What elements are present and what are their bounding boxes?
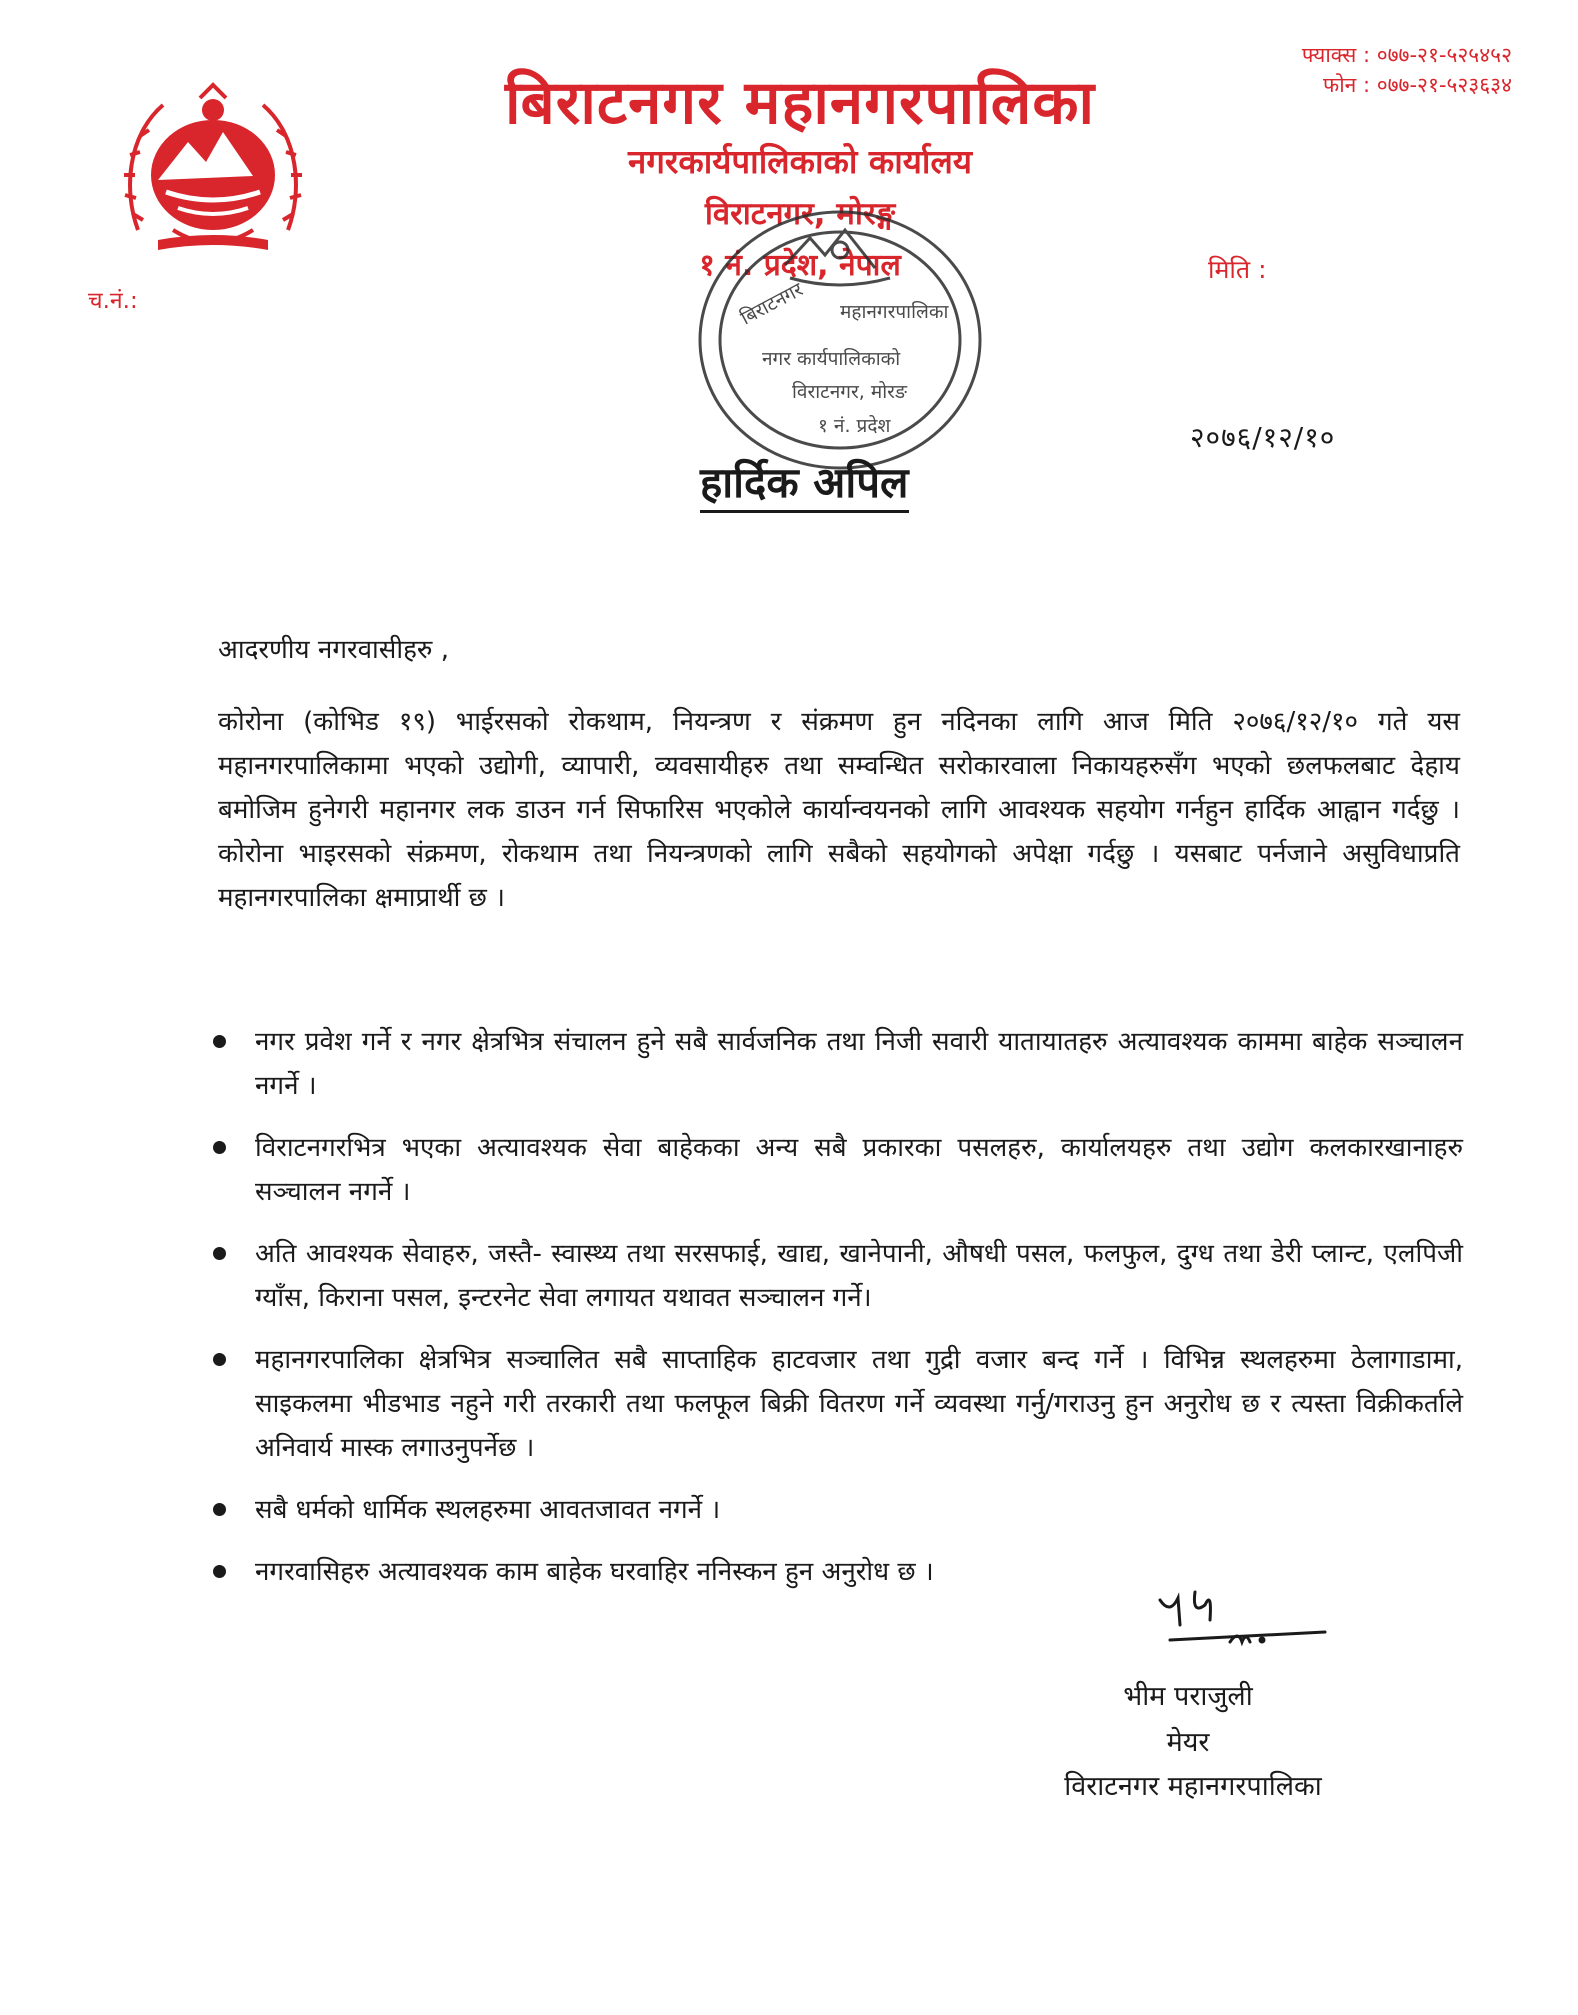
svg-text:महानगरपालिका: महानगरपालिका — [840, 301, 949, 323]
bullet-icon — [213, 1141, 226, 1154]
directive-text: महानगरपालिका क्षेत्रभित्र सञ्चालित सबै साप्ताहिक हाटवजार तथा गुद्री वजार बन्द गर्ने । विभिन्न स्थलहरुमा ठेलागाडामा, साइकलमा भीडभाड नहुने गरी तरकारी तथा फलफूल बिक्री वितरण गर्ने व्यवस्था गर्नु/गराउनु हुन अनुरोध छ र त्यस्ता विक्रीकर्ताले अनिवार्य मास्क लगाउनुपर्नेछ । — [255, 1345, 1463, 1463]
letter-title: हार्दिक अपिल — [700, 458, 909, 513]
fax-number: फ्याक्स : ०७७-२१-५२५४५२ — [1301, 43, 1512, 67]
signatory-organization: विराटनगर महानगरपालिका — [1064, 1771, 1322, 1802]
body-paragraph: कोरोना (कोभिड १९) भाईरसको रोकथाम, नियन्त्रण र संक्रमण हुन नदिनका लागि आज मिति २०७६/१२/१० गते यस महानगरपालिकामा भएको उद्योगी, व्यापारी, व्यवसायीहरु तथा सम्वन्धित सरोकारवाला निकायहरुसँग भएको छलफलबाट देहाय बमोजिम हुनेगरी महानगर लक डाउन गर्न सिफारिस भएकोले कार्यान्वयनको लागि आवश्यक सहयोग गर्नहुन हार्दिक आह्वान गर्दछु । कोरोना भाइरसको संक्रमण, रोकथाम तथा नियन्त्रणको लागि सबैको सहयोगको अपेक्षा गर्दछु । यसबाट पर्नजाने असुविधाप्रति महानगरपालिका क्षमाप्रार्थी छ । — [218, 707, 1460, 913]
directive-list — [205, 1020, 1463, 1612]
office-location: विराटनगर, मोरङ्ग — [704, 196, 896, 232]
directive-item — [205, 1338, 1463, 1470]
office-province: १ नं. प्रदेश, नेपाल — [699, 248, 901, 283]
directive-item — [205, 1020, 1463, 1108]
handwritten-signature — [1150, 1570, 1330, 1650]
directive-text: नगरवासिहरु अत्यावश्यक काम बाहेक घरवाहिर ननिस्कन हुन अनुरोध छ । — [255, 1557, 934, 1587]
nepal-emblem-icon — [118, 80, 308, 255]
bullet-icon — [213, 1353, 226, 1366]
directive-text: अति आवश्यक सेवाहरु, जस्तै- स्वास्थ्य तथा सरसफाई, खाद्य, खानेपानी, औषधी पसल, फलफुल, दुग्ध तथा डेरी प्लान्ट, एलपिजी ग्याँस, किराना पसल, इन्टरनेट सेवा लगायत यथावत सञ्चालन गर्ने। — [255, 1239, 1463, 1313]
reference-number-label: च.नं.: — [88, 288, 138, 314]
svg-text:विराटनगर, मोरङ: विराटनगर, मोरङ — [792, 381, 908, 403]
office-name: नगरकार्यपालिकाको कार्यालय — [628, 142, 972, 181]
directive-text: नगर प्रवेश गर्ने र नगर क्षेत्रभित्र संचालन हुने सबै सार्वजनिक तथा निजी सवारी यातायातहरु अत्यावश्यक काममा बाहेक सञ्चालन नगर्ने । — [255, 1027, 1463, 1101]
letter-date: २०७६/१२/१० — [1190, 421, 1336, 454]
bullet-icon — [213, 1247, 226, 1260]
organization-name: बिराटनगर महानगरपालिका — [505, 68, 1095, 138]
bullet-icon — [213, 1503, 226, 1516]
directive-item — [205, 1232, 1463, 1320]
svg-text:नगर कार्यपालिकाको: नगर कार्यपालिकाको — [762, 348, 901, 370]
directive-text: सबै धर्मको धार्मिक स्थलहरुमा आवतजावत नगर्ने । — [255, 1495, 721, 1525]
directive-item — [205, 1488, 1463, 1532]
date-field-label: मिति : — [1208, 255, 1267, 284]
bullet-icon — [213, 1565, 226, 1578]
office-stamp-seal — [690, 200, 990, 480]
bullet-icon — [213, 1035, 226, 1048]
signatory-title: मेयर — [1166, 1727, 1210, 1758]
directive-text: विराटनगरभित्र भएका अत्यावश्यक सेवा बाहेकका अन्य सबै प्रकारका पसलहरु, कार्यालयहरु तथा उद्योग कलकारखानाहरु सञ्चालन नगर्ने । — [255, 1133, 1463, 1207]
contact-block — [1302, 40, 1512, 101]
salutation: आदरणीय नगरवासीहरु , — [218, 635, 449, 665]
directive-item — [205, 1126, 1463, 1214]
signatory-name: भीम पराजुली — [1123, 1681, 1253, 1712]
svg-text:बिराटनगर: बिराटनगर — [737, 278, 807, 330]
svg-text:१ नं. प्रदेश: १ नं. प्रदेश — [818, 415, 891, 437]
phone-number: फोन : ०७७-२१-५२३६३४ — [1323, 73, 1512, 98]
